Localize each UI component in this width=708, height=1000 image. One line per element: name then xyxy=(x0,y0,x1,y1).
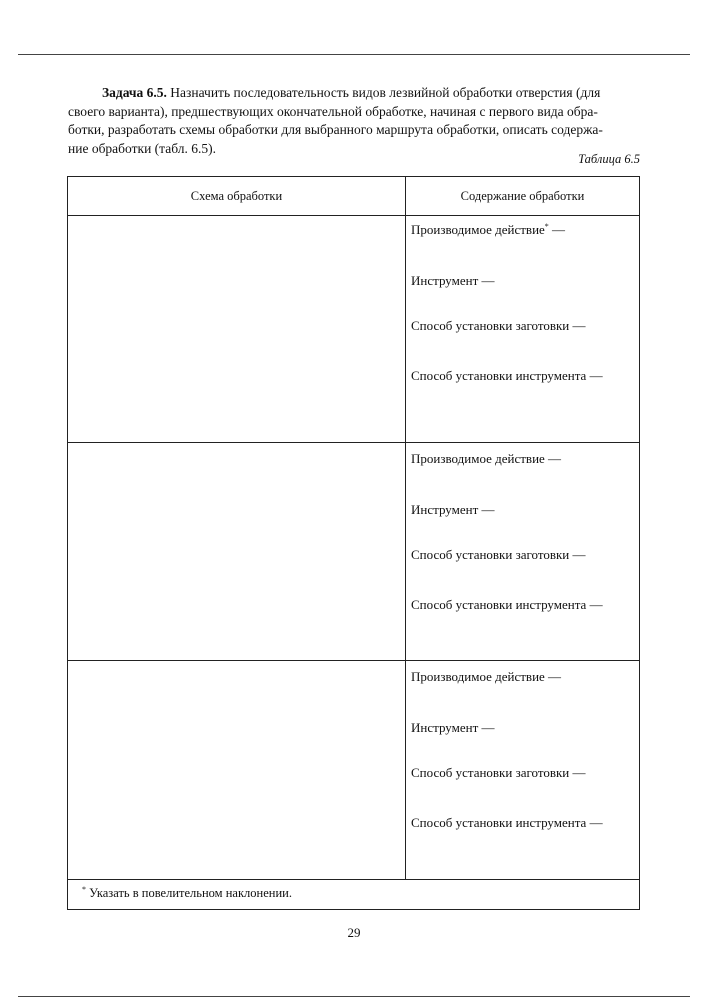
footnote xyxy=(82,885,292,901)
header-divider xyxy=(68,215,639,216)
header-rule xyxy=(18,54,690,55)
row-divider-1 xyxy=(68,442,639,443)
workpiece-mount-line: Способ установки заготовки — xyxy=(411,318,586,333)
task-line-3: ботки, разработать схемы обработки для выбранного маршрута обработки, описать содержа- xyxy=(68,122,603,137)
header-scheme: Схема обработки xyxy=(190,189,283,203)
footnote-text: Указать в повелительном наклонении. xyxy=(86,886,292,900)
task-line-2: своего варианта), предшествующих окончательной обработке, начиная с первого вида обра- xyxy=(68,103,598,119)
header-content: Содержание обработки xyxy=(460,189,585,203)
footnote-divider xyxy=(68,879,639,880)
footnote-mark: * xyxy=(82,885,86,894)
tool-mount-line: Способ установки инструмента — xyxy=(411,597,603,612)
task-label: Задача 6.5. xyxy=(102,85,167,100)
workpiece-mount-line: Способ установки заготовки — xyxy=(411,765,586,780)
tool-mount-line: Способ установки инструмента — xyxy=(411,815,603,830)
task-paragraph xyxy=(68,84,642,158)
task-line-1-text: Назначить последовательность видов лезвийной обработки отверстия (для xyxy=(166,85,601,100)
workpiece-mount-line: Способ установки заготовки — xyxy=(411,547,586,562)
tool-mount-line: Способ установки инструмента — xyxy=(411,368,603,383)
processing-table xyxy=(67,176,640,910)
tool-line: Инструмент — xyxy=(411,502,495,517)
row-divider-2 xyxy=(68,660,639,661)
footer-rule xyxy=(18,996,690,997)
task-line-4: ние обработки (табл. 6.5). xyxy=(68,140,216,156)
tool-line: Инструмент — xyxy=(411,273,495,288)
column-divider xyxy=(405,177,406,879)
action-line xyxy=(411,222,565,238)
action-line: Производимое действие — xyxy=(411,451,562,466)
page-number: 29 xyxy=(347,925,361,940)
action-dash: — xyxy=(548,222,566,237)
footnote-marker: * xyxy=(544,222,549,231)
action-line: Производимое действие — xyxy=(411,669,562,684)
tool-line: Инструмент — xyxy=(411,720,495,735)
table-caption: Таблица 6.5 xyxy=(578,152,640,166)
task-line-1 xyxy=(68,84,642,103)
action-label: Производимое действие xyxy=(411,222,545,237)
